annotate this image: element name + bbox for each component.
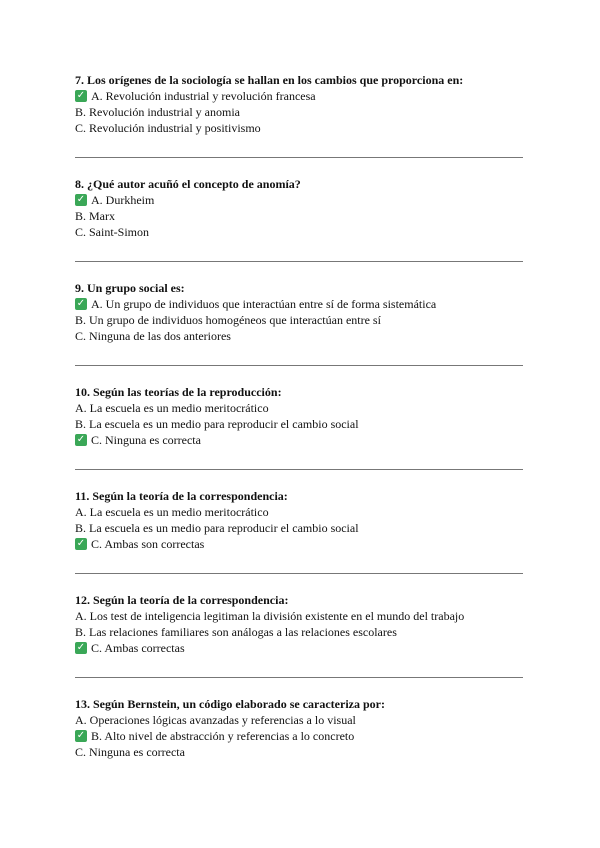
answer-option: ✓ A. Revolución industrial y revolución francesa bbox=[76, 89, 316, 103]
answer-option: A. Los test de inteligencia legitiman la división existente en el mundo del trabajo bbox=[75, 609, 465, 623]
answer-option: B. Las relaciones familiares son análogas a las relaciones escolares bbox=[75, 625, 397, 639]
question-7 bbox=[75, 72, 525, 136]
answer-option: ✓ B. Alto nivel de abstracción y referencias a lo concreto bbox=[76, 729, 355, 743]
question-title: 7. Los orígenes de la sociología se hallan en los cambios que proporciona en: bbox=[75, 73, 464, 87]
answer-option: A. La escuela es un medio meritocrático bbox=[75, 401, 269, 415]
divider bbox=[75, 677, 523, 678]
question-title: 8. ¿Qué autor acuñó el concepto de anomía? bbox=[75, 177, 301, 191]
answer-option: ✓ A. Durkheim bbox=[76, 193, 155, 207]
answer-option: ✓ C. Ambas correctas bbox=[76, 641, 185, 655]
answer-option: C. Revolución industrial y positivismo bbox=[75, 121, 261, 135]
question-13 bbox=[75, 696, 525, 760]
question-title: 10. Según las teorías de la reproducción: bbox=[75, 385, 282, 399]
answer-option: C. Ninguna de las dos anteriores bbox=[75, 329, 231, 343]
question-9 bbox=[75, 280, 525, 344]
divider bbox=[75, 365, 523, 366]
question-10 bbox=[75, 384, 525, 448]
divider bbox=[75, 573, 523, 574]
answer-option: ✓ A. Un grupo de individuos que interactúan entre sí de forma sistemática bbox=[76, 297, 437, 311]
question-11 bbox=[75, 488, 525, 552]
check-mark-icon: ✓ bbox=[76, 538, 86, 549]
divider bbox=[75, 157, 523, 158]
check-mark-icon: ✓ bbox=[76, 642, 86, 653]
check-mark-icon: ✓ bbox=[76, 90, 86, 101]
question-title: 12. Según la teoría de la correspondencia: bbox=[75, 593, 289, 607]
divider bbox=[75, 261, 523, 262]
answer-option: B. Un grupo de individuos homogéneos que interactúan entre sí bbox=[75, 313, 381, 327]
question-12 bbox=[75, 592, 525, 656]
question-title: 9. Un grupo social es: bbox=[75, 281, 185, 295]
answer-option: B. Marx bbox=[75, 209, 115, 223]
check-mark-icon: ✓ bbox=[76, 730, 86, 741]
question-8 bbox=[75, 176, 525, 240]
answer-option: B. La escuela es un medio para reproducir el cambio social bbox=[75, 417, 359, 431]
answer-option: ✓ C. Ninguna es correcta bbox=[76, 433, 201, 447]
divider bbox=[75, 469, 523, 470]
check-mark-icon: ✓ bbox=[76, 298, 86, 309]
answer-option: C. Ninguna es correcta bbox=[75, 745, 185, 759]
question-title: 13. Según Bernstein, un código elaborado se caracteriza por: bbox=[75, 697, 385, 711]
answer-option: B. Revolución industrial y anomia bbox=[75, 105, 240, 119]
answer-option: B. La escuela es un medio para reproducir el cambio social bbox=[75, 521, 359, 535]
check-mark-icon: ✓ bbox=[76, 434, 86, 445]
answer-option: C. Saint-Simon bbox=[75, 225, 150, 239]
answer-option: ✓ C. Ambas son correctas bbox=[76, 537, 205, 551]
question-title: 11. Según la teoría de la correspondencia: bbox=[75, 489, 288, 503]
answer-option: A. Operaciones lógicas avanzadas y referencias a lo visual bbox=[75, 713, 356, 727]
check-mark-icon: ✓ bbox=[76, 194, 86, 205]
answer-option: A. La escuela es un medio meritocrático bbox=[75, 505, 269, 519]
